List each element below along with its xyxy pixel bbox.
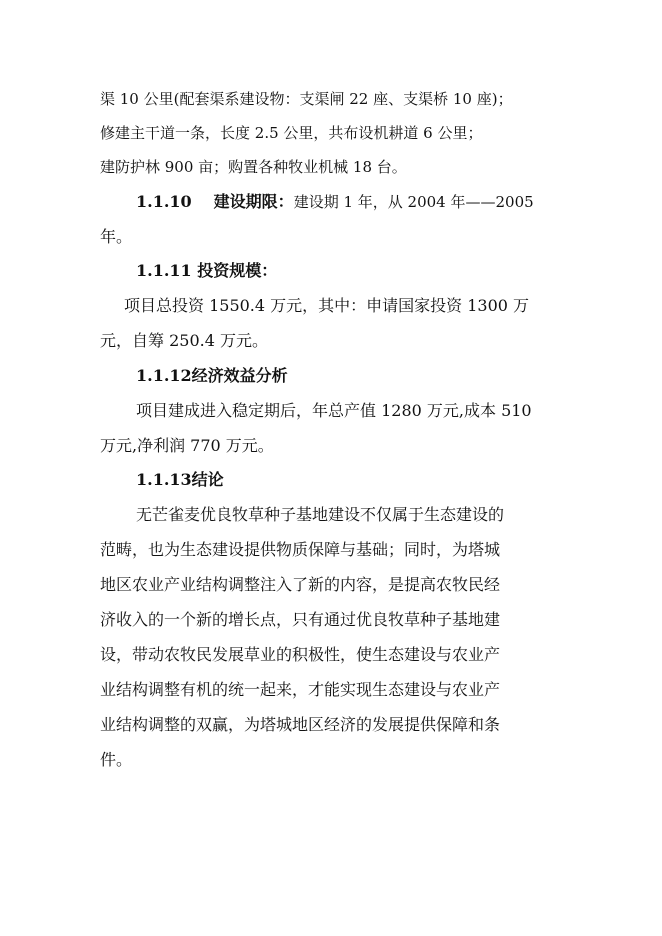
section-1-1-11	[136, 260, 277, 282]
section-number: 1.1.12	[136, 366, 192, 385]
section-heading: 结论	[191, 470, 224, 489]
body-line: 万元,净利润 770 万元。	[100, 436, 274, 455]
body-line: 项目总投资 1550.4 万元，其中：申请国家投资 1300 万	[124, 296, 530, 315]
section-1-1-12	[136, 365, 288, 387]
section-heading: 建设期限：	[213, 192, 294, 211]
section-text: 建设期 1 年，从 2004 年——2005	[293, 193, 534, 211]
body-line: 建防护林 900 亩；购置各种牧业机械 18 台。	[100, 158, 407, 176]
body-line: 济收入的一个新的增长点，只有通过优良牧草种子基地建	[100, 610, 501, 629]
body-line: 元，自筹 250.4 万元。	[100, 331, 268, 350]
section-heading: 经济效益分析	[191, 366, 288, 385]
section-number: 1.1.10	[136, 192, 192, 211]
body-line: 业结构调整的双赢，为塔城地区经济的发展提供保障和条	[100, 715, 501, 734]
section-heading: 投资规模：	[197, 261, 278, 280]
body-line: 项目建成进入稳定期后，年总产值 1280 万元,成本 510	[136, 401, 532, 420]
body-line: 修建主干道一条，长度 2.5 公里，共布设机耕道 6 公里；	[100, 124, 483, 142]
body-line: 无芒雀麦优良牧草种子基地建设不仅属于生态建设的	[136, 505, 505, 524]
body-line: 业结构调整有机的统一起来，才能实现生态建设与农业产	[100, 680, 501, 699]
body-line: 地区农业产业结构调整注入了新的内容，是提高农牧民经	[100, 575, 501, 594]
body-line: 范畴，也为生态建设提供物质保障与基础；同时，为塔城	[100, 540, 501, 559]
section-1-1-13	[136, 469, 224, 491]
body-line: 设，带动农牧民发展草业的积极性，使生态建设与农业产	[100, 645, 501, 664]
section-number: 1.1.13	[136, 470, 192, 489]
body-line: 年。	[100, 227, 133, 246]
section-1-1-10	[136, 191, 534, 213]
section-number: 1.1.11	[136, 261, 192, 280]
body-line: 渠 10 公里(配套渠系建设物：支渠闸 22 座、支渠桥 10 座)；	[100, 90, 513, 108]
body-line: 件。	[100, 750, 133, 769]
